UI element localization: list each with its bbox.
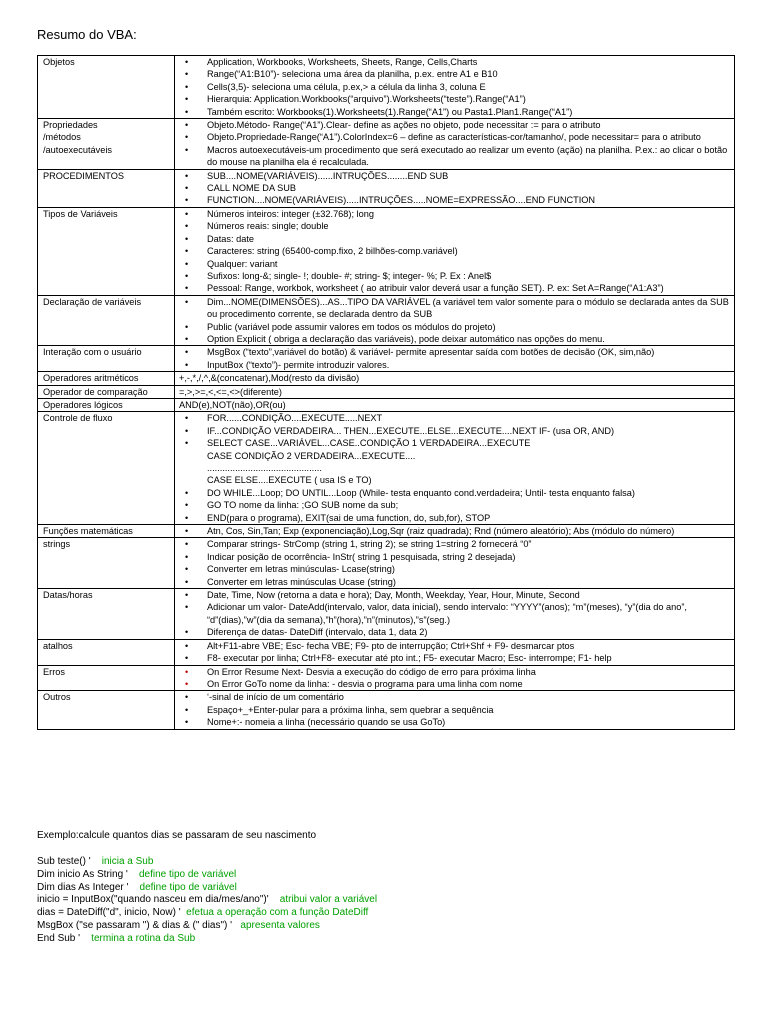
row-content <box>175 639 735 665</box>
table-row <box>38 346 735 372</box>
list-item: • Macros autoexecutáveis-um procedimento que será executado ao realizar um evento (ação) na planilha. P.ex.: ao clicar o botão do mouse na planilha ela é recalculada. <box>179 144 730 169</box>
code-comment: atribui valor a variável <box>268 894 378 906</box>
plain-text: +,-,*,/,^,&(concatenar),Mod(resto da divisão) <box>179 373 360 384</box>
list-item: • Qualquer: variant <box>179 258 730 270</box>
list-item: • Datas: date <box>179 233 730 245</box>
list-item: • InputBox (“texto”)- permite introduzir valores. <box>179 359 730 371</box>
plain-text: =,>,>=,<,<=,<>(diferente) <box>179 386 282 397</box>
row-content <box>175 538 735 589</box>
list-item: • Diferença de datas- DateDiff (intervalo, data 1, data 2) <box>179 626 730 638</box>
list-item: • END(para o programa), EXIT(sai de uma function, do, sub,for), STOP <box>179 512 730 524</box>
table-row <box>38 169 735 207</box>
list-item: • Também escrito: Workbooks(1).Worksheets(1).Range(“A1”) ou Pasta1.Plan1.Range(“A1”) <box>179 106 730 118</box>
list-item: • Alt+F11-abre VBE; Esc- fecha VBE; F9- pto de interrupção; Ctrl+Shf + F9- desmarcar ptos <box>179 640 730 652</box>
row-label: Outros <box>38 691 175 729</box>
bullet-list <box>179 666 730 691</box>
code-statement: Sub teste() ' <box>37 856 91 867</box>
list-item: • Pessoal: Range, workbok, worksheet ( ao atribuir valor deverá usar a função SET). P. ex: Set A=Range(“A1:A3”) <box>179 282 730 294</box>
vba-summary-table <box>37 55 735 730</box>
table-row <box>38 691 735 729</box>
list-item: • Indicar posição de ocorrência- InStr( string 1 pesquisada, string 2 desejada) <box>179 551 730 563</box>
row-label: Datas/horas <box>38 589 175 640</box>
code-line <box>37 933 377 946</box>
list-item: • SUB....NOME(VARIÁVEIS)......INTRUÇÕES........END SUB <box>179 170 730 182</box>
row-content <box>175 589 735 640</box>
list-item: • Date, Time, Now (retorna a data e hora); Day, Month, Weekday, Year, Hour, Minute, Second <box>179 589 730 601</box>
bullet-list <box>179 538 730 588</box>
code-comment: termina a rotina da Sub <box>80 932 196 944</box>
row-content <box>175 691 735 729</box>
row-content <box>175 119 735 170</box>
list-item: • Objeto.Propriedade-Range(“A1”).ColorIndex=6 – define as características-cor/tamanho/, pode necessitar= para o atributo <box>179 131 730 143</box>
list-item: • Números reais: single; double <box>179 220 730 232</box>
bullet-list <box>179 296 730 346</box>
code-line <box>37 869 377 882</box>
bullet-list <box>179 208 730 295</box>
row-label: Interação com o usuário <box>38 346 175 372</box>
code-statement: End Sub ' <box>37 932 81 944</box>
row-content <box>175 207 735 295</box>
list-item: • CALL NOME DA SUB <box>179 182 730 194</box>
code-line <box>37 856 377 869</box>
code-line <box>37 894 377 907</box>
code-statement: dias = DateDiff("d", inicio, Now) ' <box>37 907 181 919</box>
list-item: • On Error GoTo nome da linha: - desvia o programa para uma linha com nome <box>179 678 730 690</box>
code-example <box>37 856 377 946</box>
row-content <box>175 665 735 691</box>
list-item: • ‘-sinal de início de um comentário <box>179 691 730 703</box>
list-item: • Adicionar um valor- DateAdd(intervalo, valor, data inicial), sendo intervalo: “YYYY”(anos); “m”(meses), “y”(dia do ano”, “d”(dias),”w”(dia da semana),”h”(hora),”n”(minutos),”s”(seg.) <box>179 601 730 626</box>
bullet-list <box>179 170 730 207</box>
code-statement: MsgBox ("se passaram ") & dias & (" dias") ' <box>37 919 233 931</box>
vba-summary-body <box>38 56 735 730</box>
code-line <box>37 920 377 933</box>
code-comment: define tipo de variável <box>127 868 237 880</box>
table-row <box>38 372 735 385</box>
table-row <box>38 295 735 346</box>
row-label: Declaração de variáveis <box>38 295 175 346</box>
row-label: Operador de comparação <box>38 385 175 398</box>
row-label: atalhos <box>38 639 175 665</box>
row-label: Objetos <box>38 56 175 119</box>
table-row <box>38 385 735 398</box>
row-label: Erros <box>38 665 175 691</box>
table-row <box>38 525 735 538</box>
list-item: • GO TO nome da linha: ;GO SUB nome da sub; <box>179 499 730 511</box>
row-content <box>175 398 735 411</box>
list-item: • MsgBox (“texto”,variável do botão) & variável- permite apresentar saída com botões de decisão (OK, sim,não) <box>179 346 730 358</box>
list-item: • Caracteres: string (65400-comp.fixo, 2 bilhões-comp.variável) <box>179 245 730 257</box>
row-label: strings <box>38 538 175 589</box>
list-item: • Cells(3,5)- seleciona uma célula, p.ex,> a célula da linha 3, coluna E <box>179 81 730 93</box>
row-label: Controle de fluxo <box>38 412 175 525</box>
code-line <box>37 907 377 920</box>
list-item: • Nome+:- nomeia a linha (necessário quando se usa GoTo) <box>179 716 730 728</box>
code-comment: efetua a operação com a função DateDiff <box>180 907 369 919</box>
document-title: Resumo do VBA: <box>37 27 137 42</box>
row-label: Operadores lógicos <box>38 398 175 411</box>
row-label: Propriedades /métodos /autoexecutáveis <box>38 119 175 170</box>
list-item: • Public (variável pode assumir valores em todos os módulos do projeto) <box>179 321 730 333</box>
list-item: • IF...CONDIÇÃO VERDADEIRA... THEN...EXECUTE...ELSE...EXECUTE....NEXT IF- (usa OR, AND) <box>179 425 730 437</box>
bullet-list <box>179 119 730 169</box>
list-item: • FOR......CONDIÇÃO....EXECUTE.....NEXT <box>179 412 730 424</box>
row-content <box>175 525 735 538</box>
code-statement: Dim dias As Integer ' <box>37 881 129 893</box>
row-content <box>175 295 735 346</box>
list-item: • Hierarquia: Application.Workbooks(“arquivo”).Worksheets(“teste”).Range(“A1”) <box>179 93 730 105</box>
row-label: Operadores aritméticos <box>38 372 175 385</box>
plain-text: AND(e),NOT(não),OR(ou) <box>179 399 286 410</box>
code-comment: define tipo de variável <box>128 881 237 893</box>
table-row <box>38 665 735 691</box>
row-content <box>175 169 735 207</box>
row-content <box>175 346 735 372</box>
bullet-list <box>179 589 730 639</box>
list-item: • Atn, Cos, Sin,Tan; Exp (exponenciação),Log,Sqr (raiz quadrada); Rnd (número aleatório); Abs (módulo do número) <box>179 525 730 537</box>
list-item: • Application, Workbooks, Worksheets, Sheets, Range, Cells,Charts <box>179 56 730 68</box>
table-row <box>38 412 735 525</box>
row-content <box>175 412 735 525</box>
row-label: Funções matemáticas <box>38 525 175 538</box>
bullet-list <box>179 691 730 728</box>
bullet-list <box>179 346 730 371</box>
list-item: • Números inteiros: integer (±32.768); long <box>179 208 730 220</box>
list-item: • Espaço+_+Enter-pular para a próxima linha, sem quebrar a sequência <box>179 704 730 716</box>
code-statement: Dim inicio As String ' <box>37 868 128 880</box>
table-row <box>38 538 735 589</box>
code-comment: apresenta valores <box>232 919 320 931</box>
bullet-list <box>179 640 730 665</box>
row-content <box>175 56 735 119</box>
table-row <box>38 639 735 665</box>
row-content <box>175 385 735 398</box>
list-item: • Dim...NOME(DIMENSÕES)...AS...TIPO DA VARIÁVEL (a variável tem valor somente para o módulo se declarada antes da SUB ou procedimento corrente, se declarada dentro da SUB <box>179 296 730 321</box>
table-row <box>38 207 735 295</box>
list-item: • F8- executar por linha; Ctrl+F8- executar até pto int.; F5- executar Macro; Esc- interrompe; F1- help <box>179 652 730 664</box>
list-item: • Option Explicit ( obriga a declaração das variáveis), pode deixar automático nas opções do menu. <box>179 333 730 345</box>
row-label: PROCEDIMENTOS <box>38 169 175 207</box>
list-item: • Objeto.Método- Range(“A1”).Clear- define as ações no objeto, pode necessitar := para o atributo <box>179 119 730 131</box>
bullet-list <box>179 525 730 537</box>
list-item: • DO WHILE...Loop; DO UNTIL...Loop (While- testa enquanto cond.verdadeira; Until- testa enquanto falsa) <box>179 487 730 499</box>
code-statement: inicio = InputBox("quando nasceu em dia/mes/ano")' <box>37 894 269 906</box>
list-item: • On Error Resume Next- Desvia a execução do código de erro para próxima linha <box>179 666 730 678</box>
code-line <box>37 882 377 895</box>
table-row <box>38 119 735 170</box>
example-title: Exemplo:calcule quantos dias se passaram de seu nascimento <box>37 830 317 841</box>
list-item: • Converter em letras minúsculas- Lcase(string) <box>179 563 730 575</box>
list-item: • SELECT CASE...VARIÁVEL...CASE..CONDIÇÃO 1 VERDADEIRA...EXECUTE CASE CONDIÇÃO 2 VERDADEIRA...EXECUTE.... ............................................. CASE ELSE....EXECUTE ( usa IS e TO) <box>179 437 730 487</box>
table-row <box>38 56 735 119</box>
table-row <box>38 589 735 640</box>
list-item: • Sufixos: long-&; single- !; double- #; string- $; integer- %; P. Ex : Anel$ <box>179 270 730 282</box>
row-label: Tipos de Variáveis <box>38 207 175 295</box>
list-item: • FUNCTION....NOME(VARIÁVEIS).....INTRUÇÕES.....NOME=EXPRESSÃO....END FUNCTION <box>179 194 730 206</box>
bullet-list <box>179 412 730 524</box>
row-content <box>175 372 735 385</box>
code-comment: inicia a Sub <box>90 856 154 867</box>
bullet-list <box>179 56 730 118</box>
table-row <box>38 398 735 411</box>
list-item: • Converter em letras minúsculas Ucase (string) <box>179 576 730 588</box>
list-item: • Comparar strings- StrComp (string 1, string 2); se string 1=string 2 fornecerá “0” <box>179 538 730 550</box>
list-item: • Range(“A1:B10”)- seleciona uma área da planilha, p.ex. entre A1 e B10 <box>179 68 730 80</box>
